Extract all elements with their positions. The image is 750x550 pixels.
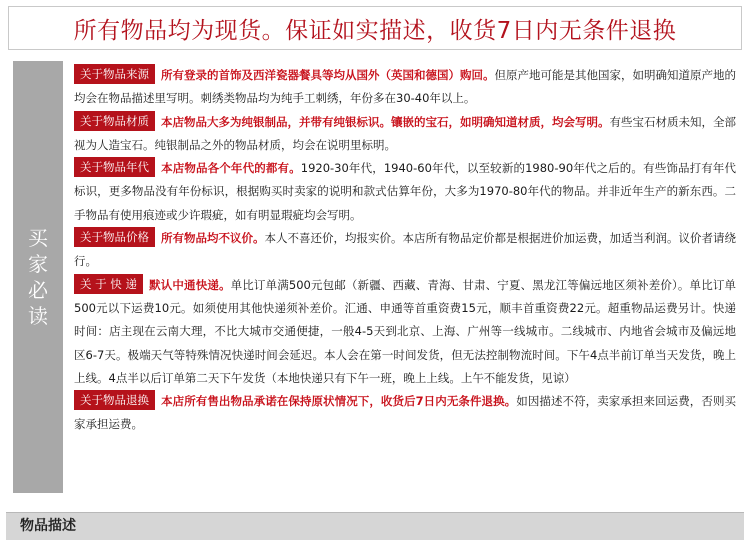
item-description-bar [6, 512, 744, 540]
side-tab-label: 买家必读 [28, 226, 48, 328]
section-text: 如因描述不符，卖家承担来回运费，否则买家承担运费。 [74, 394, 737, 432]
section-highlight: 本店所有售出物品承诺在保持原状情况下，收货后7日内无条件退换。 [161, 394, 517, 409]
section-highlight: 本店物品各个年代的都有。 [161, 161, 301, 176]
section-text: 有些宝石材质未知，全部视为人造宝石。纯银制品之外的物品材质，均会在说明里标明。 [74, 114, 736, 152]
section-tag: 关于物品材质 [74, 111, 155, 131]
section-tag: 关于物品价格 [74, 227, 155, 247]
buyer-must-read-tab [13, 61, 63, 493]
section-highlight: 所有物品均不议价。 [161, 231, 265, 246]
section-tag: 关 于 快 递 [74, 274, 143, 294]
banner-text-dark: 所有物品均为现货。 [73, 17, 286, 44]
section-returns [74, 390, 736, 437]
section-origin [74, 64, 736, 111]
item-description-label: 物品描述 [20, 518, 76, 534]
top-banner [8, 6, 742, 50]
notice-body [74, 64, 736, 437]
section-shipping [74, 274, 736, 390]
banner-text-red: 保证如实描述，收货7日内无条件退换 [285, 17, 677, 44]
section-tag: 关于物品年代 [74, 157, 155, 177]
section-text: 本人不喜还价，均报实价。本店所有物品定价都是根据进价加运费，加适当利润。议价者请绕行。 [74, 231, 736, 269]
section-material [74, 111, 736, 158]
section-tag: 关于物品来源 [74, 64, 155, 84]
section-highlight: 本店物品大多为纯银制品，并带有纯银标识。镶嵌的宝石，如明确知道材质，均会写明。 [161, 114, 610, 129]
section-text: 单比订单满500元包邮（新疆、西藏、青海、甘肃、宁夏、黑龙江等偏远地区须补差价）。单比订单500元以下运费10元。如须使用其他快递须补差价。汇通、申通等首重资费15元，顺丰首重资费22元。超重物品运费另计。快递时间：店主现在云南大理，不比大城市交通便捷，一般4-5天到北京、上海、广州等一线城市。二线城市、内地省会城市及偏远地区6-7天。极端天气等特殊情况快递时间会延迟。本人会在第一时间发货，但无法控制物流时间。下午4点半前订单当天发货，晚上上线。4点半以后订单第二天下午发货（本地快递只有下午一班，晚上上线。上午不能发货，见谅） [74, 277, 736, 385]
section-price [74, 227, 736, 274]
section-text: 1920-30年代，1940-60年代，以至较新的1980-90年代之后的。有些饰品打有年代标识，更多物品没有年份标识，根据购买时卖家的说明和款式估算年份，大多为1970-80年代的物品。并非近年生产的新东西。二手物品有使用痕迹或少许瑕疵，如有明显瑕疵均会写明。 [74, 161, 737, 222]
section-text: 但原产地可能是其他国家，如明确知道原产地的均会在物品描述里写明。刺绣类物品均为纯手工刺绣，年份多在30-40年以上。 [74, 68, 736, 106]
section-era [74, 157, 736, 227]
section-highlight: 默认中通快递。 [148, 277, 231, 292]
section-tag: 关于物品退换 [74, 390, 155, 410]
section-highlight: 所有登录的首饰及西洋瓷器餐具等均从国外（英国和德国）购回。 [161, 68, 495, 82]
